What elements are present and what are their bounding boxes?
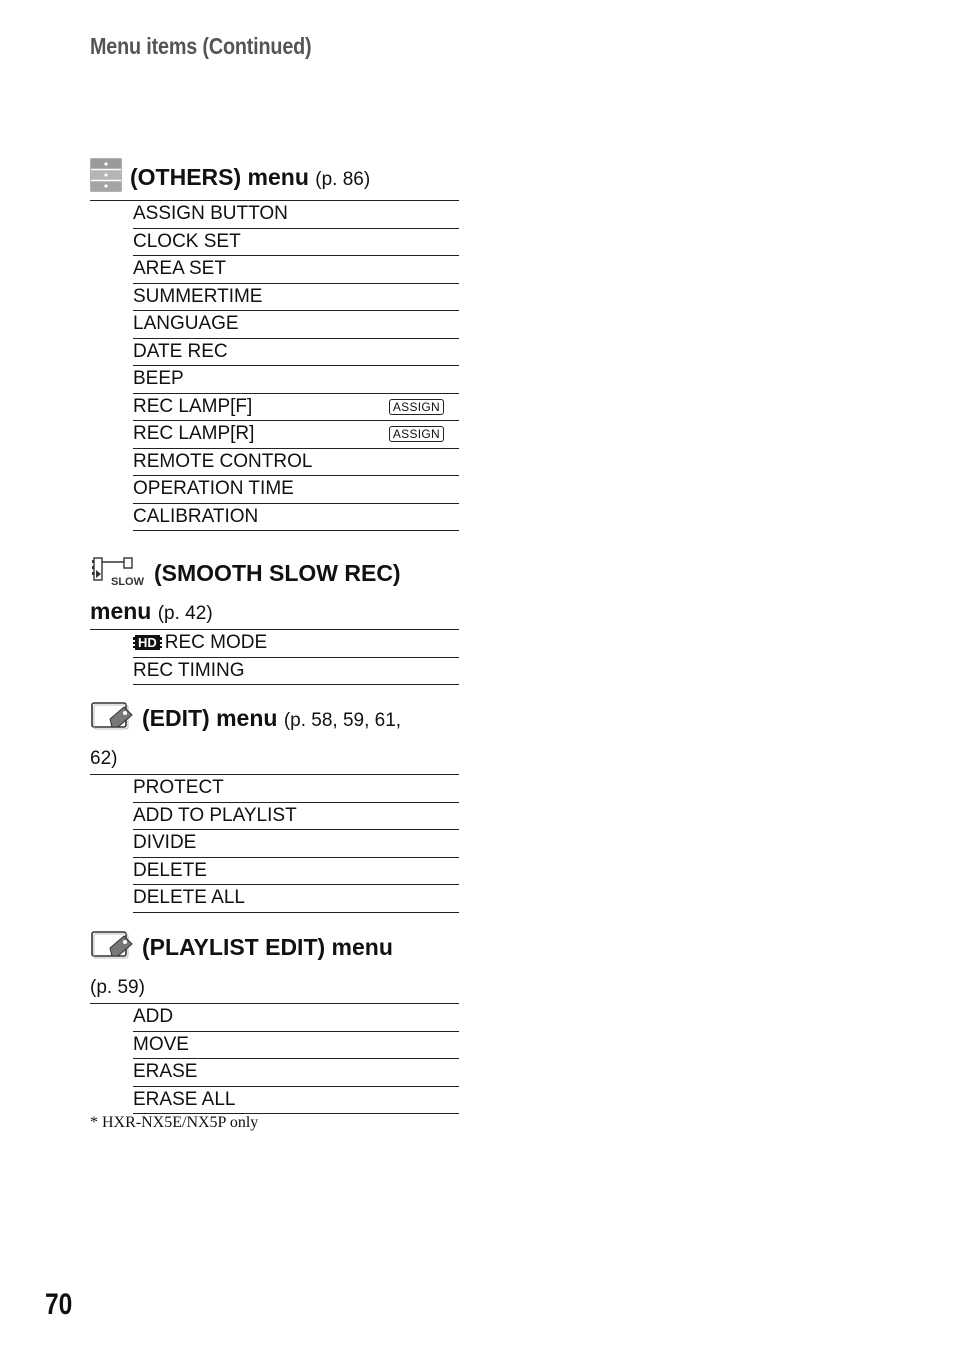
others-menu-list [133, 201, 459, 531]
list-item [133, 229, 459, 257]
assign-badge: ASSIGN [389, 399, 444, 415]
list-item [133, 1059, 459, 1087]
list-item [133, 366, 459, 394]
item-label: ERASE [133, 1061, 198, 1082]
item-label: MOVE [133, 1033, 189, 1055]
edit-menu-page-ref: (p. 58, 59, 61, [283, 710, 402, 731]
item-label: AREA SET [133, 258, 226, 279]
list-item [133, 421, 459, 449]
item-label: REC LAMP[F] [133, 395, 253, 417]
smooth-slow-rec-page-ref: (p. 42) [157, 603, 213, 624]
list-item [133, 1087, 459, 1115]
others-menu-page-ref: (p. 86) [315, 169, 371, 190]
hd-badge: HD [133, 635, 162, 650]
footnote-text: HXR-NX5E/NX5P only [102, 1114, 259, 1131]
item-label: LANGUAGE [133, 313, 239, 334]
smooth-slow-rec-heading [90, 556, 459, 630]
smooth-slow-rec-list [133, 630, 459, 685]
edit-menu-section [90, 701, 459, 913]
list-item [133, 1032, 459, 1060]
edit-menu-icon [90, 701, 134, 741]
list-item [133, 476, 459, 504]
item-label: DATE REC [133, 340, 228, 362]
list-item [133, 339, 459, 367]
list-item [133, 256, 459, 284]
smooth-slow-rec-title-cont: menu [90, 598, 152, 624]
playlist-edit-menu-section [90, 930, 459, 1114]
playlist-edit-menu-page-ref: (p. 59) [90, 977, 145, 998]
item-label: ADD TO PLAYLIST [133, 804, 297, 826]
item-label: CALIBRATION [133, 505, 259, 527]
list-item [133, 1004, 459, 1032]
others-menu-section [90, 158, 459, 531]
playlist-edit-menu-icon [90, 930, 134, 970]
footnote [90, 1114, 258, 1132]
list-item [133, 830, 459, 858]
footnote-marker: * [90, 1114, 98, 1131]
slow-icon-text: SLOW [111, 576, 144, 588]
list-item [133, 201, 459, 229]
others-menu-title: (OTHERS) menu [130, 164, 309, 190]
item-label: DELETE [133, 859, 207, 881]
list-item [133, 449, 459, 477]
item-label: REC LAMP[R] [133, 423, 255, 444]
playlist-edit-menu-list [133, 1004, 459, 1114]
playlist-edit-menu-title: (PLAYLIST EDIT) menu [142, 934, 393, 960]
page-number: 70 [45, 1288, 73, 1321]
item-label: DELETE ALL [133, 887, 245, 908]
item-label: REC TIMING [133, 659, 245, 681]
edit-menu-list [133, 775, 459, 913]
item-label: OPERATION TIME [133, 478, 294, 499]
edit-menu-title: (EDIT) menu [142, 705, 278, 731]
smooth-slow-rec-section [90, 556, 459, 685]
list-item [133, 311, 459, 339]
item-label: ASSIGN BUTTON [133, 203, 288, 224]
smooth-slow-rec-icon [90, 556, 146, 596]
item-label: BEEP [133, 368, 184, 389]
list-item [133, 885, 459, 913]
list-item [133, 658, 459, 686]
item-label: REMOTE CONTROL [133, 450, 313, 472]
item-label: DIVIDE [133, 832, 197, 853]
playlist-edit-menu-heading [90, 930, 459, 1004]
edit-menu-heading [90, 701, 459, 775]
item-label: REC MODE [164, 632, 268, 653]
list-item [133, 630, 459, 658]
item-label: PROTECT [133, 777, 224, 798]
item-label: SUMMERTIME [133, 285, 263, 307]
list-item [133, 858, 459, 886]
running-title: Menu items (Continued) [90, 33, 312, 59]
list-item [133, 504, 459, 532]
list-item [133, 394, 459, 422]
list-item [133, 284, 459, 312]
list-item [133, 803, 459, 831]
item-label: ERASE ALL [133, 1088, 236, 1110]
item-label: CLOCK SET [133, 230, 241, 252]
others-menu-icon [90, 158, 122, 200]
list-item [133, 775, 459, 803]
assign-badge: ASSIGN [389, 426, 444, 442]
others-menu-heading [90, 158, 459, 201]
edit-menu-page-ref-cont: 62) [90, 748, 118, 769]
item-label: ADD [133, 1006, 174, 1027]
smooth-slow-rec-title: (SMOOTH SLOW REC) [154, 560, 401, 586]
